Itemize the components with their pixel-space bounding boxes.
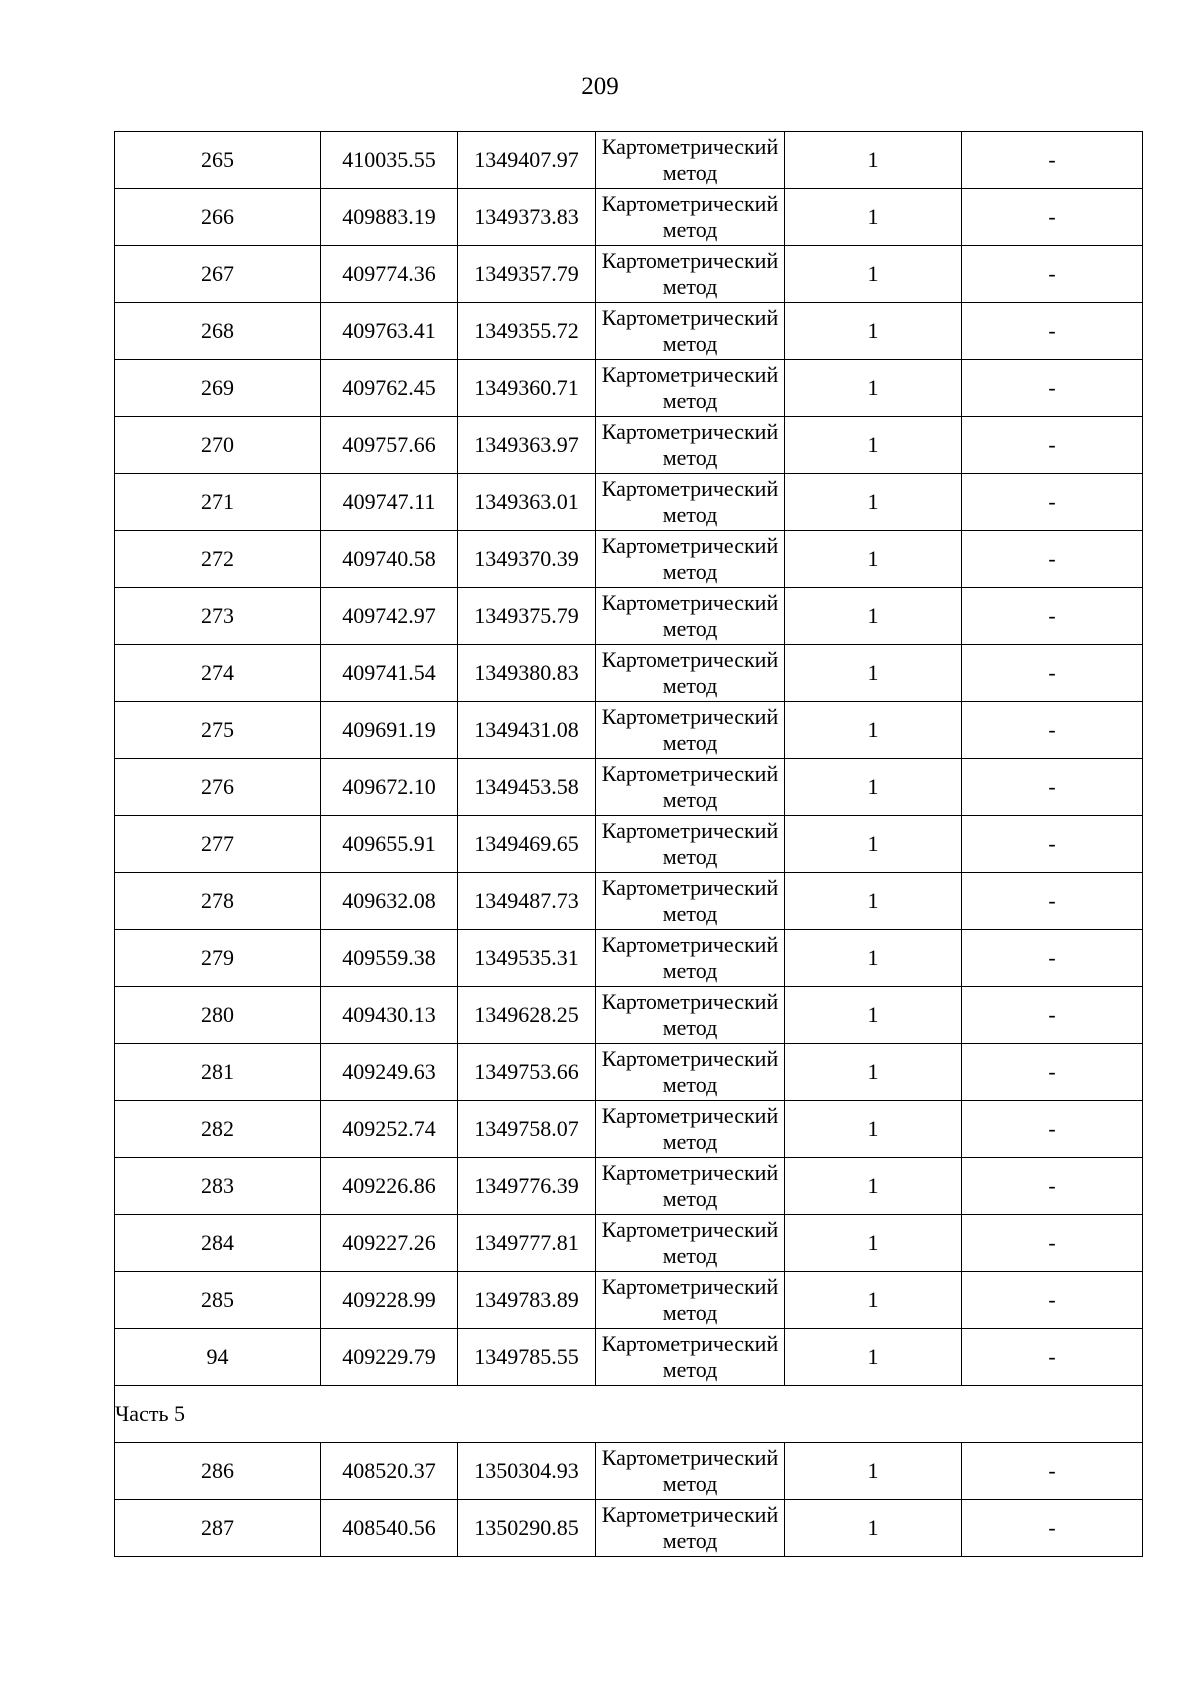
table-row <box>115 987 1143 1044</box>
accuracy-cell: 1 <box>785 417 962 474</box>
accuracy-cell: 1 <box>785 1044 962 1101</box>
x-coordinate-cell: 409742.97 <box>321 588 458 645</box>
table-row <box>115 1500 1143 1557</box>
table-row <box>115 930 1143 987</box>
accuracy-cell: 1 <box>785 645 962 702</box>
x-coordinate-cell: 409762.45 <box>321 360 458 417</box>
point-number-cell: 277 <box>115 816 321 873</box>
point-number-cell: 283 <box>115 1158 321 1215</box>
point-number-cell: 278 <box>115 873 321 930</box>
note-cell: - <box>962 1101 1143 1158</box>
point-number-cell: 273 <box>115 588 321 645</box>
table-row <box>115 1215 1143 1272</box>
table-row <box>115 1329 1143 1386</box>
accuracy-cell: 1 <box>785 474 962 531</box>
x-coordinate-cell: 409757.66 <box>321 417 458 474</box>
y-coordinate-cell: 1349355.72 <box>458 303 596 360</box>
y-coordinate-cell: 1349380.83 <box>458 645 596 702</box>
note-cell: - <box>962 759 1143 816</box>
accuracy-cell: 1 <box>785 1500 962 1557</box>
y-coordinate-cell: 1349776.39 <box>458 1158 596 1215</box>
method-cell: Картометрический метод <box>596 246 785 303</box>
accuracy-cell: 1 <box>785 930 962 987</box>
method-cell: Картометрический метод <box>596 816 785 873</box>
note-cell: - <box>962 702 1143 759</box>
table-row <box>115 873 1143 930</box>
method-cell: Картометрический метод <box>596 1215 785 1272</box>
method-cell: Картометрический метод <box>596 1272 785 1329</box>
accuracy-cell: 1 <box>785 246 962 303</box>
accuracy-cell: 1 <box>785 987 962 1044</box>
accuracy-cell: 1 <box>785 360 962 417</box>
point-number-cell: 271 <box>115 474 321 531</box>
y-coordinate-cell: 1349535.31 <box>458 930 596 987</box>
method-cell: Картометрический метод <box>596 873 785 930</box>
table-row <box>115 816 1143 873</box>
point-number-cell: 280 <box>115 987 321 1044</box>
table-row <box>115 1443 1143 1500</box>
table-row <box>115 1158 1143 1215</box>
table-row <box>115 303 1143 360</box>
note-cell: - <box>962 531 1143 588</box>
note-cell: - <box>962 588 1143 645</box>
x-coordinate-cell: 409740.58 <box>321 531 458 588</box>
y-coordinate-cell: 1349363.97 <box>458 417 596 474</box>
note-cell: - <box>962 645 1143 702</box>
x-coordinate-cell: 409655.91 <box>321 816 458 873</box>
point-number-cell: 275 <box>115 702 321 759</box>
point-number-cell: 282 <box>115 1101 321 1158</box>
table-row <box>115 1044 1143 1101</box>
x-coordinate-cell: 409227.26 <box>321 1215 458 1272</box>
y-coordinate-cell: 1349357.79 <box>458 246 596 303</box>
note-cell: - <box>962 132 1143 189</box>
x-coordinate-cell: 409249.63 <box>321 1044 458 1101</box>
x-coordinate-cell: 409226.86 <box>321 1158 458 1215</box>
y-coordinate-cell: 1349375.79 <box>458 588 596 645</box>
table-row <box>115 417 1143 474</box>
x-coordinate-cell: 409691.19 <box>321 702 458 759</box>
point-number-cell: 286 <box>115 1443 321 1500</box>
method-cell: Картометрический метод <box>596 1158 785 1215</box>
point-number-cell: 284 <box>115 1215 321 1272</box>
y-coordinate-cell: 1350290.85 <box>458 1500 596 1557</box>
accuracy-cell: 1 <box>785 702 962 759</box>
y-coordinate-cell: 1349373.83 <box>458 189 596 246</box>
note-cell: - <box>962 1272 1143 1329</box>
accuracy-cell: 1 <box>785 189 962 246</box>
x-coordinate-cell: 410035.55 <box>321 132 458 189</box>
note-cell: - <box>962 1215 1143 1272</box>
method-cell: Картометрический метод <box>596 759 785 816</box>
accuracy-cell: 1 <box>785 1158 962 1215</box>
note-cell: - <box>962 360 1143 417</box>
coordinates-table <box>114 131 1143 1557</box>
accuracy-cell: 1 <box>785 1101 962 1158</box>
method-cell: Картометрический метод <box>596 132 785 189</box>
accuracy-cell: 1 <box>785 1329 962 1386</box>
method-cell: Картометрический метод <box>596 987 785 1044</box>
point-number-cell: 274 <box>115 645 321 702</box>
method-cell: Картометрический метод <box>596 1443 785 1500</box>
method-cell: Картометрический метод <box>596 303 785 360</box>
method-cell: Картометрический метод <box>596 1329 785 1386</box>
x-coordinate-cell: 409430.13 <box>321 987 458 1044</box>
y-coordinate-cell: 1349431.08 <box>458 702 596 759</box>
method-cell: Картометрический метод <box>596 1500 785 1557</box>
y-coordinate-cell: 1349453.58 <box>458 759 596 816</box>
table-row <box>115 1272 1143 1329</box>
note-cell: - <box>962 930 1143 987</box>
note-cell: - <box>962 1158 1143 1215</box>
note-cell: - <box>962 1329 1143 1386</box>
point-number-cell: 269 <box>115 360 321 417</box>
point-number-cell: 279 <box>115 930 321 987</box>
y-coordinate-cell: 1349487.73 <box>458 873 596 930</box>
note-cell: - <box>962 816 1143 873</box>
point-number-cell: 266 <box>115 189 321 246</box>
coordinates-table-body <box>115 132 1143 1557</box>
note-cell: - <box>962 303 1143 360</box>
point-number-cell: 267 <box>115 246 321 303</box>
accuracy-cell: 1 <box>785 816 962 873</box>
accuracy-cell: 1 <box>785 1443 962 1500</box>
method-cell: Картометрический метод <box>596 189 785 246</box>
note-cell: - <box>962 873 1143 930</box>
point-number-cell: 265 <box>115 132 321 189</box>
x-coordinate-cell: 409559.38 <box>321 930 458 987</box>
point-number-cell: 270 <box>115 417 321 474</box>
table-row <box>115 702 1143 759</box>
method-cell: Картометрический метод <box>596 417 785 474</box>
x-coordinate-cell: 409774.36 <box>321 246 458 303</box>
x-coordinate-cell: 409228.99 <box>321 1272 458 1329</box>
table-row <box>115 1101 1143 1158</box>
y-coordinate-cell: 1349363.01 <box>458 474 596 531</box>
x-coordinate-cell: 409747.11 <box>321 474 458 531</box>
method-cell: Картометрический метод <box>596 930 785 987</box>
method-cell: Картометрический метод <box>596 474 785 531</box>
note-cell: - <box>962 987 1143 1044</box>
method-cell: Картометрический метод <box>596 531 785 588</box>
table-row <box>115 759 1143 816</box>
point-number-cell: 281 <box>115 1044 321 1101</box>
accuracy-cell: 1 <box>785 873 962 930</box>
table-row <box>115 531 1143 588</box>
method-cell: Картометрический метод <box>596 1101 785 1158</box>
point-number-cell: 94 <box>115 1329 321 1386</box>
y-coordinate-cell: 1349753.66 <box>458 1044 596 1101</box>
x-coordinate-cell: 409672.10 <box>321 759 458 816</box>
method-cell: Картометрический метод <box>596 702 785 759</box>
point-number-cell: 276 <box>115 759 321 816</box>
x-coordinate-cell: 409763.41 <box>321 303 458 360</box>
x-coordinate-cell: 409229.79 <box>321 1329 458 1386</box>
table-row <box>115 474 1143 531</box>
accuracy-cell: 1 <box>785 303 962 360</box>
accuracy-cell: 1 <box>785 531 962 588</box>
note-cell: - <box>962 1500 1143 1557</box>
point-number-cell: 285 <box>115 1272 321 1329</box>
section-label: Часть 5 <box>115 1386 1143 1443</box>
table-row <box>115 588 1143 645</box>
y-coordinate-cell: 1349777.81 <box>458 1215 596 1272</box>
note-cell: - <box>962 246 1143 303</box>
accuracy-cell: 1 <box>785 1215 962 1272</box>
y-coordinate-cell: 1349407.97 <box>458 132 596 189</box>
point-number-cell: 268 <box>115 303 321 360</box>
table-row <box>115 645 1143 702</box>
note-cell: - <box>962 474 1143 531</box>
accuracy-cell: 1 <box>785 1272 962 1329</box>
method-cell: Картометрический метод <box>596 360 785 417</box>
x-coordinate-cell: 409632.08 <box>321 873 458 930</box>
accuracy-cell: 1 <box>785 588 962 645</box>
table-row <box>115 189 1143 246</box>
method-cell: Картометрический метод <box>596 1044 785 1101</box>
y-coordinate-cell: 1349370.39 <box>458 531 596 588</box>
point-number-cell: 272 <box>115 531 321 588</box>
x-coordinate-cell: 409252.74 <box>321 1101 458 1158</box>
table-row <box>115 132 1143 189</box>
accuracy-cell: 1 <box>785 759 962 816</box>
section-row <box>115 1386 1143 1443</box>
y-coordinate-cell: 1349785.55 <box>458 1329 596 1386</box>
y-coordinate-cell: 1349360.71 <box>458 360 596 417</box>
accuracy-cell: 1 <box>785 132 962 189</box>
y-coordinate-cell: 1349758.07 <box>458 1101 596 1158</box>
note-cell: - <box>962 1044 1143 1101</box>
x-coordinate-cell: 408540.56 <box>321 1500 458 1557</box>
y-coordinate-cell: 1350304.93 <box>458 1443 596 1500</box>
y-coordinate-cell: 1349783.89 <box>458 1272 596 1329</box>
y-coordinate-cell: 1349469.65 <box>458 816 596 873</box>
x-coordinate-cell: 409741.54 <box>321 645 458 702</box>
table-row <box>115 246 1143 303</box>
x-coordinate-cell: 409883.19 <box>321 189 458 246</box>
y-coordinate-cell: 1349628.25 <box>458 987 596 1044</box>
point-number-cell: 287 <box>115 1500 321 1557</box>
method-cell: Картометрический метод <box>596 645 785 702</box>
note-cell: - <box>962 417 1143 474</box>
method-cell: Картометрический метод <box>596 588 785 645</box>
note-cell: - <box>962 189 1143 246</box>
page-number: 209 <box>581 73 619 100</box>
table-row <box>115 360 1143 417</box>
note-cell: - <box>962 1443 1143 1500</box>
x-coordinate-cell: 408520.37 <box>321 1443 458 1500</box>
